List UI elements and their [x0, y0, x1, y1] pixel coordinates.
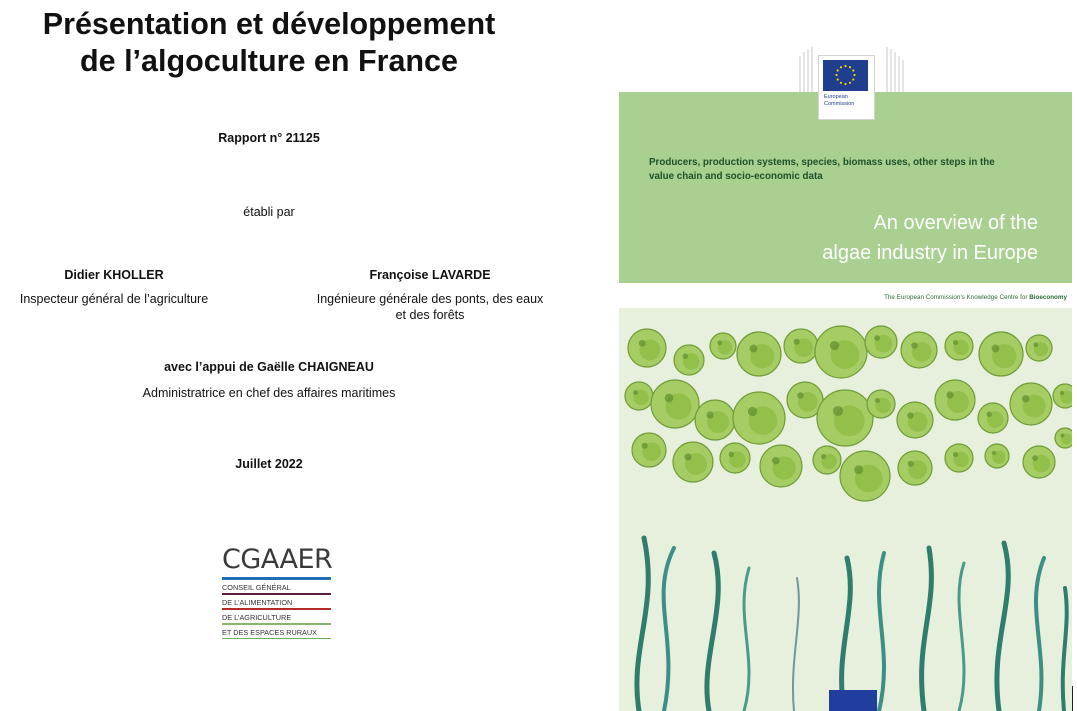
cover-subtitle	[649, 156, 1029, 184]
cover-subtitle-line2: value chain and socio-economic data	[649, 171, 823, 182]
report-title-line1: Présentation et développement	[42, 7, 496, 41]
algae-illustration-art	[619, 308, 1072, 711]
support-role: Administratrice en chef des affaires maritimes	[142, 386, 396, 400]
established-by: établi par	[243, 205, 295, 219]
logo-line-4: ET DES ESPACES RURAUX	[222, 628, 318, 637]
author2-role	[280, 291, 580, 323]
page-edge-mark	[1072, 686, 1073, 711]
logo-line-3: DE L’AGRICULTURE	[222, 613, 292, 622]
logo-line-2: DE L’ALIMENTATION	[222, 598, 293, 607]
author2-role-line2: et des forêts	[395, 308, 465, 322]
cover-title-line1: An overview of the	[873, 212, 1038, 234]
logo-rule-green2	[222, 638, 331, 639]
cover-title	[822, 208, 1038, 268]
author2-role-line1: Ingénieure générale des ponts, des eaux	[316, 292, 544, 306]
cover-blue-tab	[829, 690, 877, 711]
algae-illustration	[619, 308, 1072, 711]
report-title-line2: de l’algoculture en France	[80, 44, 458, 78]
cover-title-line2: algae industry in Europe	[822, 242, 1038, 264]
logo-line-1: CONSEIL GÉNÉRAL	[222, 583, 291, 592]
ec-report-cover	[619, 42, 1072, 711]
knowledge-centre-line	[884, 294, 1067, 301]
kc-bold: Bioeconomy	[1029, 294, 1067, 301]
cgaaer-logo-word: CGAAER	[222, 544, 333, 575]
author1-role: Inspecteur général de l’agriculture	[19, 292, 209, 306]
european-commission-logo	[818, 55, 875, 120]
report-number: Rapport n° 21125	[218, 131, 320, 145]
author2-name: Françoise LAVARDE	[369, 268, 491, 282]
kc-prefix: The European Commission’s Knowledge Centre for	[884, 294, 1030, 301]
cover-subtitle-line1: Producers, production systems, species, biomass uses, other steps in the	[649, 157, 995, 168]
author1-name: Didier KHOLLER	[64, 268, 164, 282]
cgaaer-logo	[222, 545, 332, 639]
ec-logo-text-line2: Commission	[824, 100, 855, 107]
report-title	[0, 6, 538, 80]
support-line: avec l’appui de Gaëlle CHAIGNEAU	[164, 360, 374, 374]
eu-flag-icon	[823, 60, 868, 91]
ec-logo-text	[824, 94, 854, 107]
ec-logo-text-line1: European	[824, 94, 848, 100]
report-date: Juillet 2022	[235, 457, 303, 471]
